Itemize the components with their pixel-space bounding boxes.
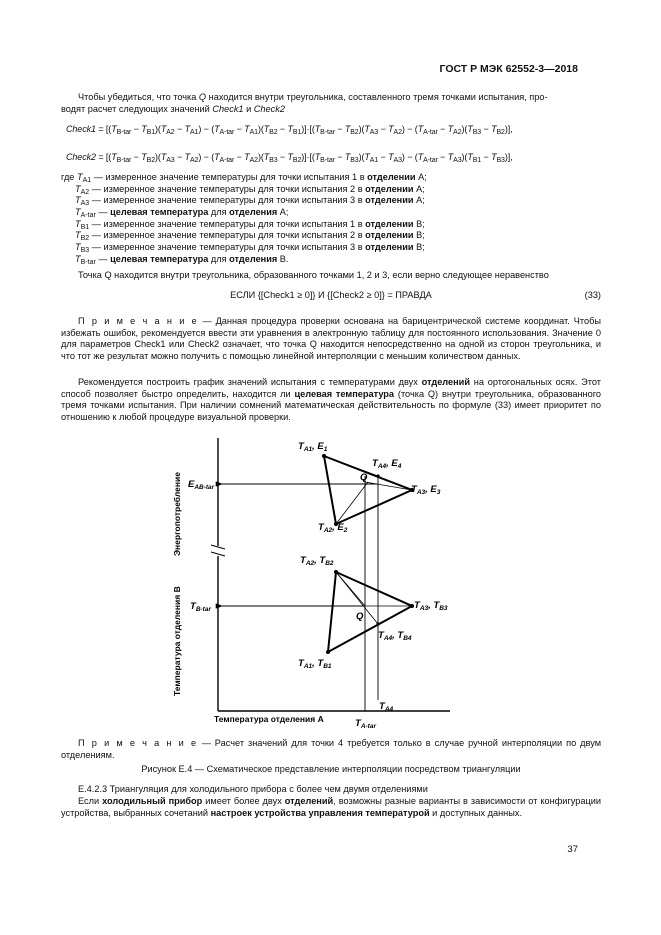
figure-caption: Рисунок Е.4 — Схематическое представление интерполяции посредством триангуляции (141, 764, 521, 774)
if-condition: ЕСЛИ {[Check1 ≥ 0]} И {[Check2 ≥ 0]} = ПРАВДА (33) (230, 290, 601, 300)
top-line-p1-p4 (324, 456, 378, 476)
label-top-p3: $T_{A3}$, $E_3$ (411, 484, 441, 496)
definition-line: $T_{A3}$ — измеренное значение температуры для точки испытания 3 в отделении A; (75, 195, 425, 208)
label-bottom-q: Q (356, 611, 364, 622)
label-bottom-p4: $T_{A4}$, $T_{B4}$ (378, 630, 412, 642)
definition-line: $T_{B1}$ — измеренное значение температуры для точки испытания 1 в отделении B; (75, 218, 425, 231)
symbol-definitions (61, 172, 427, 266)
y-axis-label-top: Энергопотребление (172, 472, 182, 556)
page-number: 37 (567, 844, 578, 855)
label-tb-tar: $T_{B-tar}$ (190, 601, 211, 613)
bottom-point-2 (334, 570, 338, 574)
label-ta4: $T_{A4}$ (379, 701, 394, 713)
label-top-p4: $T_{A4}$, $E_4$ (372, 458, 402, 470)
label-top-p2: $T_{A2}$, $E_2$ (318, 522, 348, 534)
label-ta-tar: $T_{A-tar}$ (355, 718, 376, 730)
paragraph-2: Рекомендуется построить график значений испытания с температурами двух отделений на ортогональных осях. Этот способ позволяет быстро определить, находится ли целевая температура (точка Q) внутри треугольника, образованного тремя точками испытания. При наличии сомнений математическая действительность по формуле (33) имеет приоритет по отношению к любой процедуре визуальной проверки. (61, 377, 601, 422)
intro-paragraph: Чтобы убедиться, что точка Q находится внутри треугольника, составленного тремя точками испытания, про- водят расчет следующих значений Check1 и Check2 (61, 92, 548, 114)
axis-break-icon (211, 545, 225, 556)
equation-check1: Check1 = $[(T_{B-tar} - T_{B1})(T_{A2} - T_{A1}) - (T_{A-tar} - T_{A1})(T_{B2} - T_{B1})]\cdot[(T_{B-tar} - T_{B2})(T_{A3} - T_{A2}) - (T_{A-tar} - T_{A2})(T_{B3} - T_{B2})]$, (66, 124, 513, 136)
definition-line: $T_{B2}$ — измеренное значение температуры для точки испытания 2 в отделении B; (75, 230, 425, 243)
page-header: ГОСТ Р МЭК 62552-3—2018 (439, 63, 578, 75)
equation-check2: Check2 = $[(T_{B-tar} - T_{B2})(T_{A3} - T_{A2}) - (T_{A-tar} - T_{A2})(T_{B3} - T_{B2})]\cdot[(T_{B-tar} - T_{B3})(T_{A1} - T_{A3}) - (T_{A-tar} - T_{A3})(T_{B1} - T_{B3})]$, (66, 152, 513, 164)
label-bottom-p2: $T_{A2}$, $T_{B2}$ (300, 555, 334, 567)
label-bottom-p1: $T_{A1}$, $T_{B1}$ (298, 658, 332, 670)
bottom-line-p2-q (336, 572, 365, 606)
top-line-q-p3 (365, 482, 412, 490)
label-top-p1: $T_{A1}$, $E_1$ (298, 441, 328, 453)
condition-text: Точка Q находится внутри треугольника, образованного точками 1, 2 и 3, если верно следующее неравенство (78, 270, 549, 280)
definition-line: $T_{A-tar}$ — целевая температура для отделения A; (75, 207, 289, 220)
label-top-q: Q (360, 472, 368, 483)
bottom-point-4 (376, 622, 379, 625)
definition-line: $T_{B3}$ — измеренное значение температуры для точки испытания 3 в отделении B; (75, 242, 425, 255)
label-e-ab-tar: $E_{AB-tar}$ (188, 479, 215, 491)
triangulation-figure (150, 434, 450, 734)
note-2: П р и м е ч а н и е — Расчет значений для точки 4 требуется только в случае ручной интерполяции по двум отделениям. (61, 738, 602, 760)
section-heading: Е.4.2.3 Триангуляция для холодильного прибора с более чем двумя отделениями (78, 784, 428, 794)
definition-line: $T_{A2}$ — измеренное значение температуры для точки испытания 2 в отделении A; (75, 183, 425, 196)
y-axis-label-bottom: Температура отделения B (172, 586, 182, 696)
bottom-point-1 (326, 650, 330, 654)
note-1: П р и м е ч а н и е — Данная процедура проверки основана на барицентрической системе координат. Чтобы избежать ошибок, рекомендуется ввести эти уравнения в электронную таблицу для постоянного использования. Значение 0 для параметров Check1 или Check2 означает, что точка Q находится непосредственно на одной из сторон треугольника, и что тот же результат можно получить с помощью линейной интерполяции с меньшим количеством данных. (61, 316, 601, 361)
paragraph-3: Если холодильный прибор имеет более двух отделений, возможны разные варианты в зависимости от конфигурации устройства, выбранных сочетаний настроек устройства управления температурой и доступных данных. (61, 796, 601, 818)
x-axis-label: Температура отделения A (214, 714, 324, 724)
top-point-4 (376, 474, 379, 477)
definition-line: $T_{B-tar}$ — целевая температура для отделения B. (75, 253, 289, 266)
label-bottom-p3: $T_{A3}$, $T_{B3}$ (414, 600, 448, 612)
top-point-1 (322, 454, 326, 458)
definition-line: где $T_{A1}$ — измеренное значение температуры для точки испытания 1 в отделении A; (61, 172, 427, 184)
